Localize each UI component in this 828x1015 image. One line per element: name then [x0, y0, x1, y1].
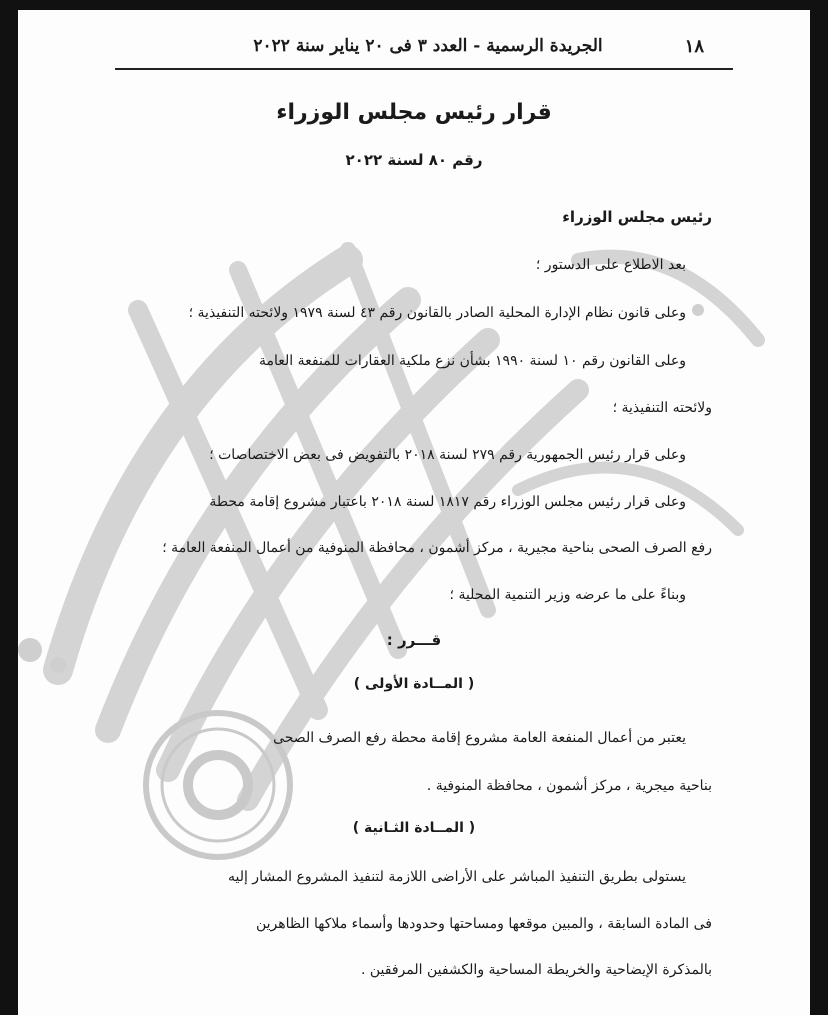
- preamble-line: رفع الصرف الصحى بناحية مجيرية ، مركز أشمون ، محافظة المنوفية من أعمال المنفعة العامة ؛: [162, 540, 712, 556]
- viewer-frame-left: [0, 0, 18, 1015]
- preamble-line: وعلى قرار رئيس مجلس الوزراء رقم ١٨١٧ لسنة ٢٠١٨ باعتبار مشروع إقامة محطة: [209, 494, 686, 510]
- preamble-line: وعلى قرار رئيس الجمهورية رقم ٢٧٩ لسنة ٢٠١٨ بالتفويض فى بعض الاختصاصات ؛: [209, 447, 686, 463]
- decree-title: قرار رئيس مجلس الوزراء: [276, 100, 552, 125]
- preamble-line: وعلى قانون نظام الإدارة المحلية الصادر بالقانون رقم ٤٣ لسنة ١٩٧٩ ولائحته التنفيذية ؛: [188, 305, 686, 321]
- page-number: ١٨: [684, 36, 704, 57]
- preamble-line: وعلى القانون رقم ١٠ لسنة ١٩٩٠ بشأن نزع ملكية العقارات للمنفعة العامة: [259, 353, 686, 369]
- issuer-heading: رئيس مجلس الوزراء: [562, 208, 712, 226]
- publication-header: الجريدة الرسمية - العدد ٣ فى ٢٠ يناير سنة ٢٠٢٢: [253, 36, 603, 56]
- article-1-line: بناحية ميجرية ، مركز أشمون ، محافظة المنوفية .: [426, 778, 712, 794]
- article-2-heading: ( المــادة الثـانية ): [352, 820, 476, 836]
- article-2-line: يستولى بطريق التنفيذ المباشر على الأراضى اللازمة لتنفيذ المشروع المشار إليه: [227, 869, 686, 885]
- preamble-line: وبناءً على ما عرضه وزير التنمية المحلية ؛: [449, 587, 686, 603]
- decree-number: رقم ٨٠ لسنة ٢٠٢٢: [345, 151, 483, 169]
- article-2-line: فى المادة السابقة ، والمبين موقعها ومساحتها وحدودها وأسماء ملاكها الظاهرين: [255, 916, 712, 932]
- document-page[interactable]: [18, 10, 810, 1015]
- preamble-line: بعد الاطلاع على الدستور ؛: [535, 257, 686, 273]
- preamble-line: ولائحته التنفيذية ؛: [612, 400, 712, 416]
- header-rule: [115, 68, 733, 70]
- viewer-frame-right: [810, 0, 828, 1015]
- article-1-line: يعتبر من أعمال المنفعة العامة مشروع إقامة محطة رفع الصرف الصحى: [273, 730, 686, 746]
- article-2-line: بالمذكرة الإيضاحية والخريطة المساحية والكشفين المرفقين .: [361, 962, 712, 978]
- decided-heading: قـــرر :: [386, 631, 442, 649]
- article-1-heading: ( المــادة الأولى ): [353, 676, 475, 692]
- viewer-frame-top: [0, 0, 828, 10]
